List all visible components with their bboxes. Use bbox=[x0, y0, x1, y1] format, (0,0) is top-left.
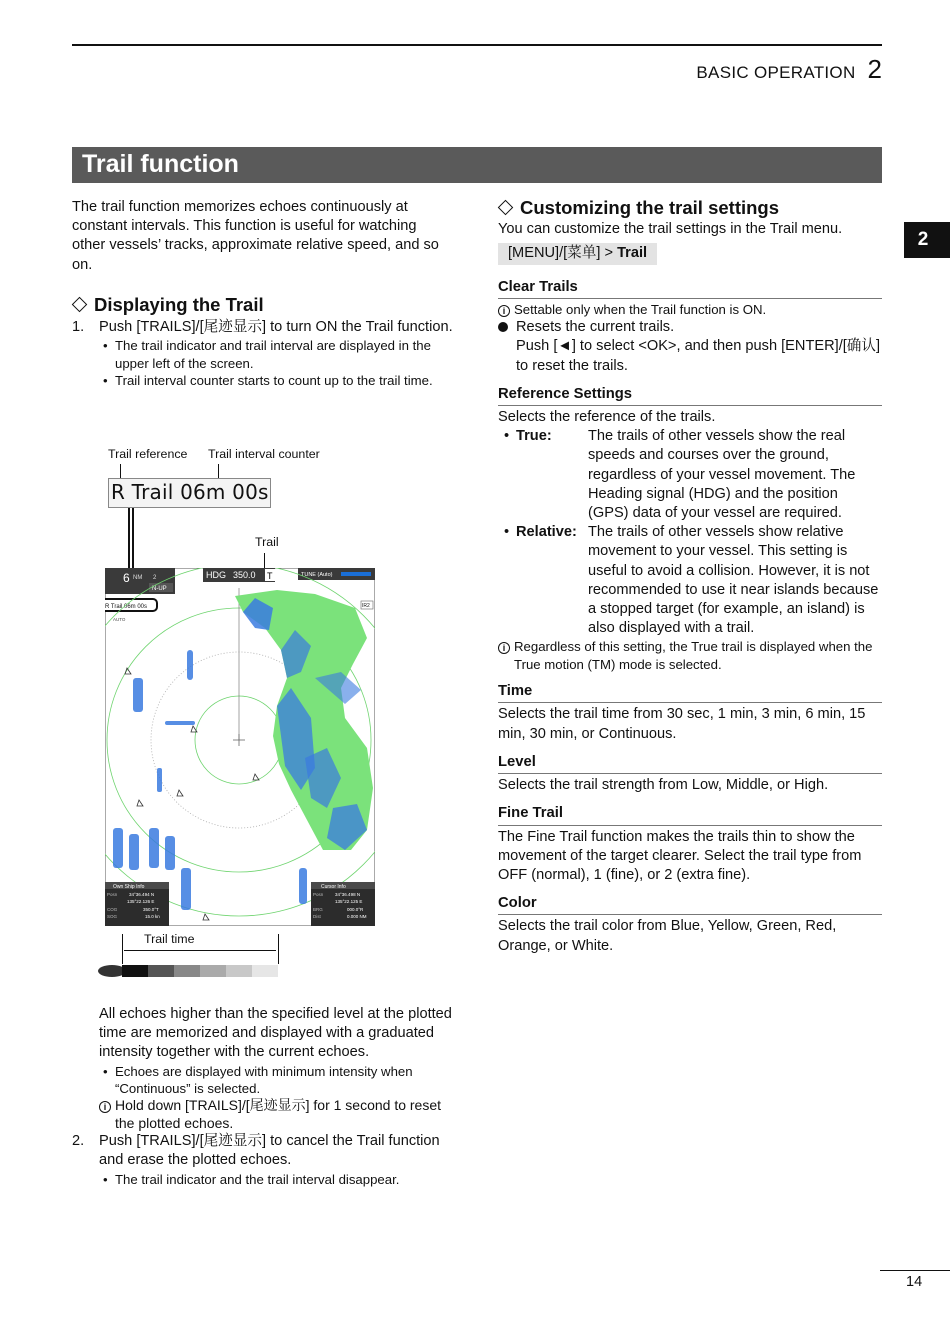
reference-relative-term: Relative: bbox=[516, 524, 577, 541]
own-sog-key: SOG bbox=[107, 914, 118, 919]
time-heading: Time bbox=[498, 682, 882, 703]
menu-path-trail: Trail bbox=[617, 245, 648, 262]
bullet-icon: • bbox=[504, 428, 510, 445]
reference-intro: Selects the reference of the trails. bbox=[498, 409, 716, 426]
trail-figure bbox=[98, 444, 388, 984]
trail-indicator-zoom: R Trail 06m 00s bbox=[108, 478, 271, 508]
bullet-item bbox=[72, 372, 457, 389]
trail-time-arrow-line bbox=[124, 950, 276, 951]
bullet-text: Trail interval counter starts to count up to the trail time. bbox=[115, 373, 433, 389]
page-number: 14 bbox=[906, 1274, 923, 1290]
diamond-icon bbox=[498, 200, 514, 216]
mode-label: N-UP bbox=[152, 586, 167, 592]
cursor-posn-key: Posn bbox=[313, 892, 324, 897]
left-column-lower bbox=[72, 1005, 457, 1188]
menu-path bbox=[498, 243, 657, 264]
color-text: Selects the trail color from Blue, Yellow, Green, Red, Orange, or White. bbox=[498, 918, 837, 954]
info-icon: i bbox=[99, 1101, 111, 1113]
bullet-text: Echoes are displayed with minimum intensity when “Continuous” is selected. bbox=[115, 1063, 413, 1097]
intensity-gradient-bar bbox=[98, 963, 284, 979]
bullet-text: The trail indicator and trail interval are displayed in the upper left of the screen. bbox=[115, 338, 431, 371]
trail-label: Trail bbox=[255, 535, 279, 549]
info-icon: i bbox=[498, 642, 510, 654]
cursor-brg-value: 000.0°R bbox=[347, 907, 364, 912]
bullet-item bbox=[72, 1171, 457, 1188]
own-cog-value: 350.0°T bbox=[143, 907, 159, 912]
fine-trail-heading: Fine Trail bbox=[498, 804, 882, 825]
reference-settings-heading: Reference Settings bbox=[498, 385, 882, 406]
reference-relative-row bbox=[498, 523, 882, 638]
clear-trails-detail: Push [◄] to select <OK>, and then push [ENTER]/[确认] to reset the trails. bbox=[516, 338, 881, 374]
clear-trails-heading: Clear Trails bbox=[498, 278, 882, 299]
trail-interval-counter-label: Trail interval counter bbox=[208, 447, 320, 461]
ir-label: IR2 bbox=[362, 603, 370, 609]
top-rule bbox=[72, 44, 882, 46]
note-item bbox=[498, 301, 882, 318]
note-text: Settable only when the Trail function is ON. bbox=[514, 301, 767, 317]
trail-reference-label: Trail reference bbox=[108, 447, 188, 461]
bullet-item bbox=[72, 337, 457, 372]
note-text: Regardless of this setting, the True trail is displayed when the True motion (TM) mode is selected. bbox=[514, 639, 873, 672]
bottom-rule bbox=[880, 1270, 950, 1271]
own-posn-lon: 135°22.126 E bbox=[127, 899, 155, 904]
page-title: Trail function bbox=[72, 147, 882, 183]
clear-trails-item bbox=[498, 318, 882, 337]
trail-time-tick-left bbox=[122, 934, 123, 964]
bullet-item bbox=[72, 1063, 457, 1098]
reference-true-row bbox=[498, 427, 882, 523]
cursor-dist-key: Dist bbox=[313, 914, 321, 919]
fine-trail-text: The Fine Trail function makes the trails thin to show the movement of the target clearer. Select the trail type from OFF (normal), 1 (fine), or 2 (extra fine). bbox=[498, 828, 862, 883]
step-2 bbox=[72, 1132, 457, 1170]
section-label: BASIC OPERATION bbox=[696, 63, 856, 82]
own-posn-key: Posn bbox=[107, 892, 118, 897]
color-heading: Color bbox=[498, 894, 882, 915]
bullet-icon: • bbox=[504, 524, 510, 541]
reference-true-desc: The trails of other vessels show the real speeds and courses over the ground, regardless of your vessel movement. The Heading signal (HDG) and the position (GPS) data of your vessel are required. bbox=[588, 428, 856, 522]
level-text: Selects the trail strength from Low, Middle, or High. bbox=[498, 777, 829, 794]
info-icon: i bbox=[498, 305, 510, 317]
radar-screen bbox=[105, 568, 375, 926]
bullet-dot-icon bbox=[498, 322, 508, 332]
note-item bbox=[72, 1097, 457, 1132]
intro-paragraph: The trail function memorizes echoes continuously at constant intervals. This function is useful for watching other vessels’ tracks, approximate relative speed, and so on. bbox=[72, 199, 439, 273]
auto-label: AUTO bbox=[113, 617, 126, 622]
hdg-ref: T bbox=[267, 571, 273, 581]
step-number: 2. bbox=[72, 1133, 85, 1150]
displaying-heading bbox=[72, 295, 457, 314]
trail-time-tick-right bbox=[278, 934, 279, 964]
displaying-heading-text: Displaying the Trail bbox=[94, 293, 264, 315]
reference-true-term: True: bbox=[516, 428, 552, 445]
cursor-posn-lon: 135°22.125 E bbox=[335, 899, 363, 904]
own-ship-title: Own Ship Info bbox=[113, 884, 145, 890]
bullet-icon: • bbox=[103, 1171, 108, 1187]
bullet-icon: • bbox=[103, 1063, 108, 1079]
bullet-text: The trail indicator and the trail interval disappear. bbox=[115, 1171, 400, 1187]
customizing-intro: You can customize the trail settings in the Trail menu. bbox=[498, 221, 843, 238]
right-column bbox=[498, 198, 882, 956]
chapter-header bbox=[696, 54, 882, 85]
range-sub: 2 bbox=[153, 575, 157, 581]
cursor-posn-lat: 34°36.498 N bbox=[335, 892, 361, 897]
own-cog-key: COG bbox=[107, 907, 118, 912]
own-sog-value: 15.0 kn bbox=[145, 914, 160, 919]
note-item bbox=[498, 638, 882, 673]
menu-path-prefix: [MENU]/[菜单] > bbox=[508, 245, 618, 262]
reference-relative-desc: The trails of other vessels show relative movement to your vessel. This setting is useful to avoid a collision. However, it is not recommended to use it near islands because a stopped target (for example, an island) is also displayed with a trail. bbox=[588, 524, 879, 637]
step-number: 1. bbox=[72, 319, 85, 336]
trail-time-label: Trail time bbox=[144, 932, 195, 946]
left-column bbox=[72, 198, 457, 389]
chapter-number: 2 bbox=[867, 54, 882, 84]
chapter-side-tab: 2 bbox=[904, 222, 950, 258]
bullet-icon: • bbox=[103, 373, 108, 389]
clear-trails-item-text: Resets the current trails. bbox=[516, 319, 675, 336]
cursor-brg-key: BRG bbox=[313, 907, 323, 912]
customizing-heading-text: Customizing the trail settings bbox=[520, 197, 780, 218]
tune-label: TUNE (Auto) bbox=[301, 572, 333, 578]
step-1 bbox=[72, 318, 457, 337]
range-unit: NM bbox=[133, 575, 143, 581]
own-posn-lat: 34°36.494 N bbox=[129, 892, 155, 897]
level-heading: Level bbox=[498, 753, 882, 774]
diamond-icon bbox=[72, 297, 88, 313]
note-text: Hold down [TRAILS]/[尾迹显示] for 1 second to reset the plotted echoes. bbox=[115, 1097, 442, 1131]
range-value: 6 bbox=[123, 571, 130, 585]
hdg-label: HDG bbox=[206, 570, 226, 580]
after-figure-paragraph: All echoes higher than the specified level at the plotted time are memorized and displayed with a graduated intensity together with the current echoes. bbox=[99, 1006, 452, 1061]
mini-trail-indicator: R Trail 06m 00s bbox=[105, 604, 148, 610]
bullet-icon: • bbox=[103, 338, 108, 354]
customizing-heading bbox=[498, 198, 882, 217]
step-text: Push [TRAILS]/[尾迹显示] to turn ON the Trail function. bbox=[99, 319, 453, 336]
hdg-value: 350.0 bbox=[233, 570, 256, 580]
cursor-dist-value: 0.000 NM bbox=[347, 914, 367, 919]
step-text: Push [TRAILS]/[尾迹显示] to cancel the Trail function and erase the plotted echoes. bbox=[99, 1133, 440, 1169]
cursor-title: Cursor Info bbox=[321, 884, 346, 890]
time-text: Selects the trail time from 30 sec, 1 min, 3 min, 6 min, 15 min, 30 min, or Continuous. bbox=[498, 706, 866, 742]
